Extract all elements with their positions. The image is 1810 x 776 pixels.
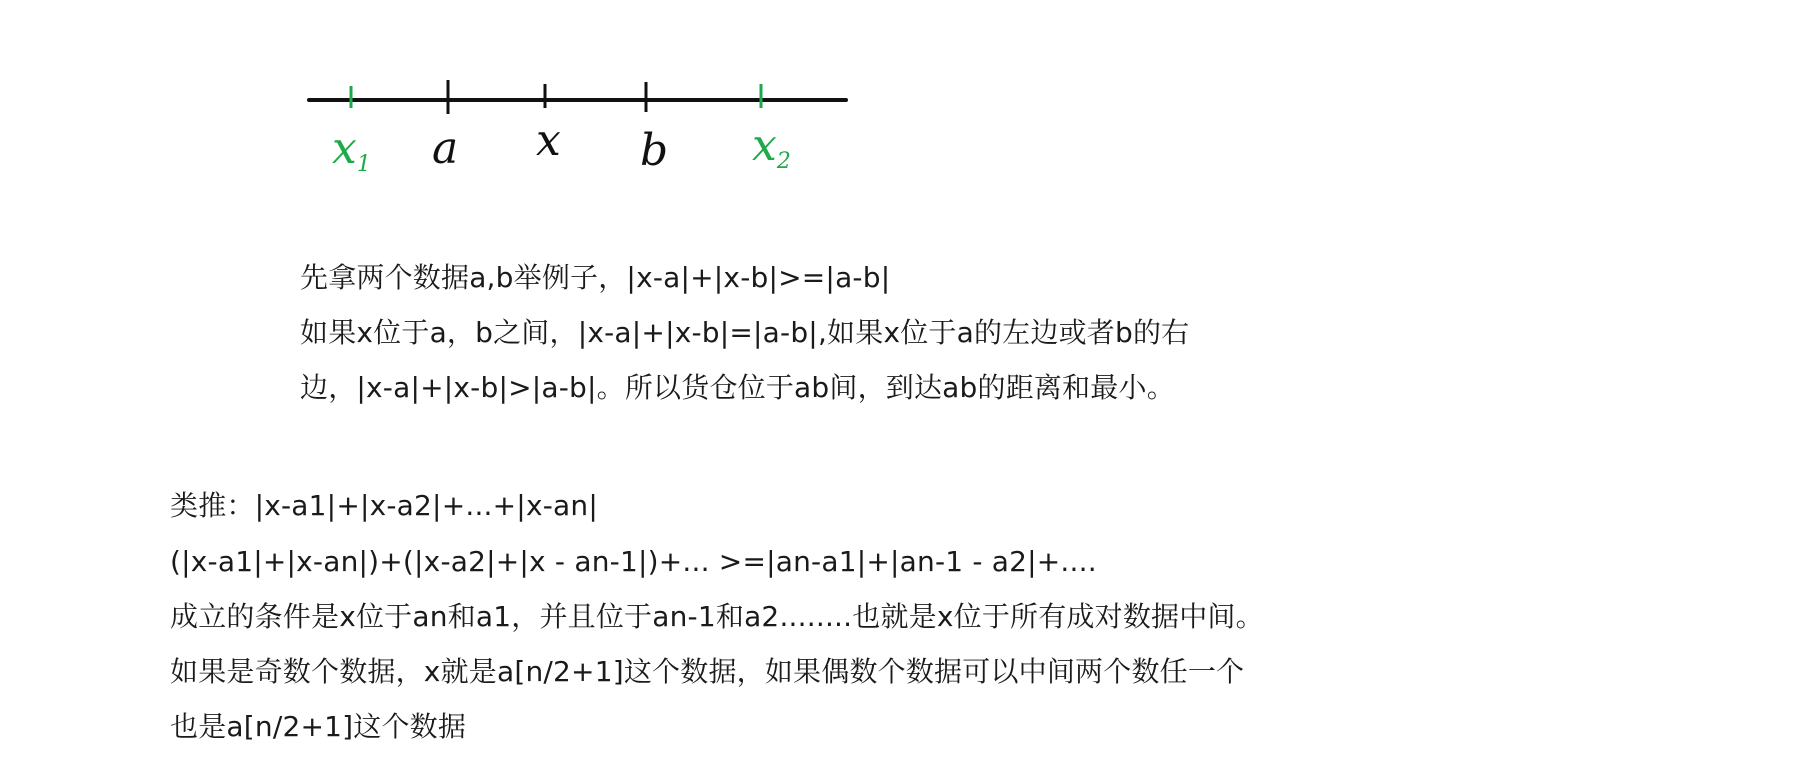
label-a: a <box>432 123 459 174</box>
paragraph2-line3: 成立的条件是x位于an和a1，并且位于an-1和a2........也就是x位于所有成对数据中间。 <box>170 600 1264 633</box>
label-b: b <box>640 125 669 176</box>
paragraph2-line5: 也是a[n/2+1]这个数据 <box>170 710 467 743</box>
paragraph2-line1: 类推：|x-a1|+|x-a2|+...+|x-an| <box>170 489 598 522</box>
number-line-diagram <box>0 0 1810 200</box>
label-x1: x1 <box>332 123 371 177</box>
paragraph2-line2: (|x-a1|+|x-an|)+(|x-a2|+|x - an-1|)+... >=|an-a1|+|an-1 - a2|+.... <box>170 545 1097 578</box>
label-x: x <box>536 115 561 166</box>
paragraph1-line3: 边，|x-a|+|x-b|>|a-b|。所以货仓位于ab间，到达ab的距离和最小。 <box>300 371 1175 404</box>
label-x2: x2 <box>752 120 791 174</box>
paragraph2-line4: 如果是奇数个数据，x就是a[n/2+1]这个数据，如果偶数个数据可以中间两个数任一个 <box>170 655 1245 688</box>
paragraph1-line1: 先拿两个数据a,b举例子，|x-a|+|x-b|>=|a-b| <box>300 261 891 294</box>
paragraph1-line2: 如果x位于a，b之间，|x-a|+|x-b|=|a-b|,如果x位于a的左边或者b的右 <box>300 316 1190 349</box>
